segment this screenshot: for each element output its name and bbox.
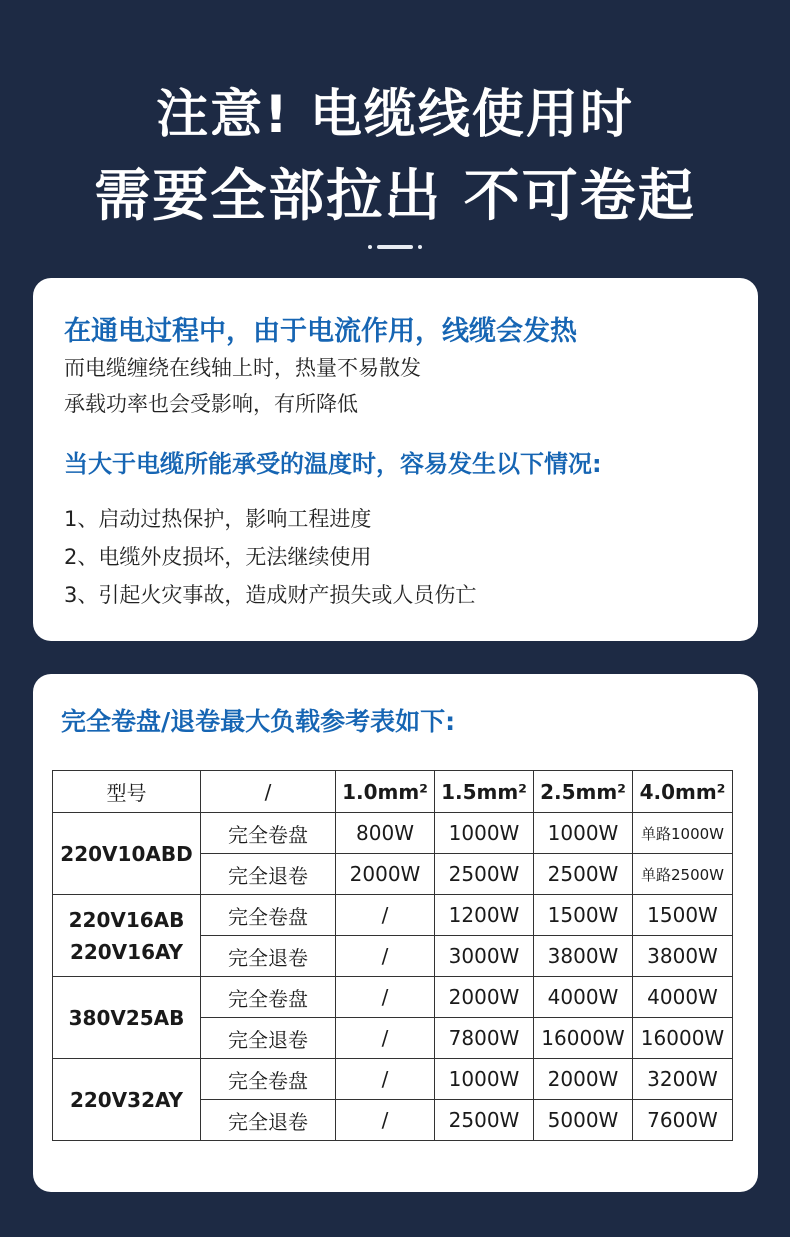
mode-cell: 完全退卷 [201, 1100, 336, 1141]
load-cell: 2500W [435, 1100, 534, 1141]
load-cell: 1000W [435, 813, 534, 854]
table-row [53, 895, 733, 936]
divider-dot [368, 245, 372, 249]
load-cell: / [336, 1100, 435, 1141]
notice-subtitle: 当大于电缆所能承受的温度时，容易发生以下情况: [64, 450, 602, 478]
load-cell: 7800W [435, 1018, 534, 1059]
headline-line-1: 注意! 电缆线使用时 [156, 85, 634, 145]
header-cell-size: 1.0mm² [336, 771, 435, 813]
load-cell: 2500W [435, 854, 534, 895]
load-cell: 单路1000W [633, 813, 733, 854]
load-cell: 800W [336, 813, 435, 854]
load-cell: 4000W [633, 977, 733, 1018]
table-row [53, 977, 733, 1018]
load-cell: 3800W [633, 936, 733, 977]
load-cell: 16000W [633, 1018, 733, 1059]
load-cell: 5000W [534, 1100, 633, 1141]
header-cell-mode: / [201, 771, 336, 813]
divider-dot [418, 245, 422, 249]
mode-cell: 完全卷盘 [201, 1059, 336, 1100]
table-row [53, 1059, 733, 1100]
mode-cell: 完全卷盘 [201, 895, 336, 936]
load-cell: 3000W [435, 936, 534, 977]
risk-list-item: 2、电缆外皮损坏，无法继续使用 [64, 545, 372, 569]
load-cell: 16000W [534, 1018, 633, 1059]
load-cell: / [336, 1059, 435, 1100]
load-cell: 1000W [534, 813, 633, 854]
model-name: 220V10ABD [60, 841, 193, 866]
model-cell [53, 1059, 201, 1141]
load-table [52, 770, 733, 1141]
load-cell: 1500W [633, 895, 733, 936]
model-cell [53, 895, 201, 977]
mode-cell: 完全退卷 [201, 854, 336, 895]
model-cell [53, 813, 201, 895]
load-cell: 3800W [534, 936, 633, 977]
load-table-card [33, 674, 758, 1192]
mode-cell: 完全卷盘 [201, 977, 336, 1018]
model-name: 220V16AB [68, 907, 185, 932]
risk-list [64, 500, 758, 614]
load-cell: 1000W [435, 1059, 534, 1100]
model-name: 220V32AY [69, 1087, 184, 1112]
load-cell: / [336, 936, 435, 977]
load-cell: 2000W [336, 854, 435, 895]
load-cell: 单路2500W [633, 854, 733, 895]
load-cell: 7600W [633, 1100, 733, 1141]
load-cell: / [336, 977, 435, 1018]
load-cell: / [336, 895, 435, 936]
model-name: 220V16AY [69, 939, 184, 964]
load-cell: 2000W [435, 977, 534, 1018]
mode-cell: 完全卷盘 [201, 813, 336, 854]
model-name: 380V25AB [68, 1005, 185, 1030]
heat-notice-card [33, 278, 758, 641]
header-cell-size: 2.5mm² [534, 771, 633, 813]
model-cell [53, 977, 201, 1059]
load-cell: / [336, 1018, 435, 1059]
header-cell-size: 1.5mm² [435, 771, 534, 813]
divider-bar [377, 245, 413, 249]
load-cell: 2000W [534, 1059, 633, 1100]
header-cell-model: 型号 [53, 771, 201, 813]
section-divider [368, 244, 422, 250]
load-cell: 2500W [534, 854, 633, 895]
table-row [53, 813, 733, 854]
header-cell-size: 4.0mm² [633, 771, 733, 813]
notice-line: 承载功率也会受影响，有所降低 [64, 392, 358, 416]
risk-list-item: 1、启动过热保护，影响工程进度 [64, 507, 372, 531]
load-table-title: 完全卷盘/退卷最大负载参考表如下: [61, 707, 456, 736]
mode-cell: 完全退卷 [201, 936, 336, 977]
load-cell: 4000W [534, 977, 633, 1018]
mode-cell: 完全退卷 [201, 1018, 336, 1059]
table-header-row [53, 771, 733, 813]
notice-line: 而电缆缠绕在线轴上时，热量不易散发 [64, 356, 421, 380]
notice-title: 在通电过程中，由于电流作用，线缆会发热 [64, 316, 577, 347]
load-cell: 1500W [534, 895, 633, 936]
load-cell: 1200W [435, 895, 534, 936]
load-cell: 3200W [633, 1059, 733, 1100]
headline-line-2: 需要全部拉出 不可卷起 [94, 164, 696, 229]
risk-list-item: 3、引起火灾事故，造成财产损失或人员伤亡 [64, 583, 477, 607]
